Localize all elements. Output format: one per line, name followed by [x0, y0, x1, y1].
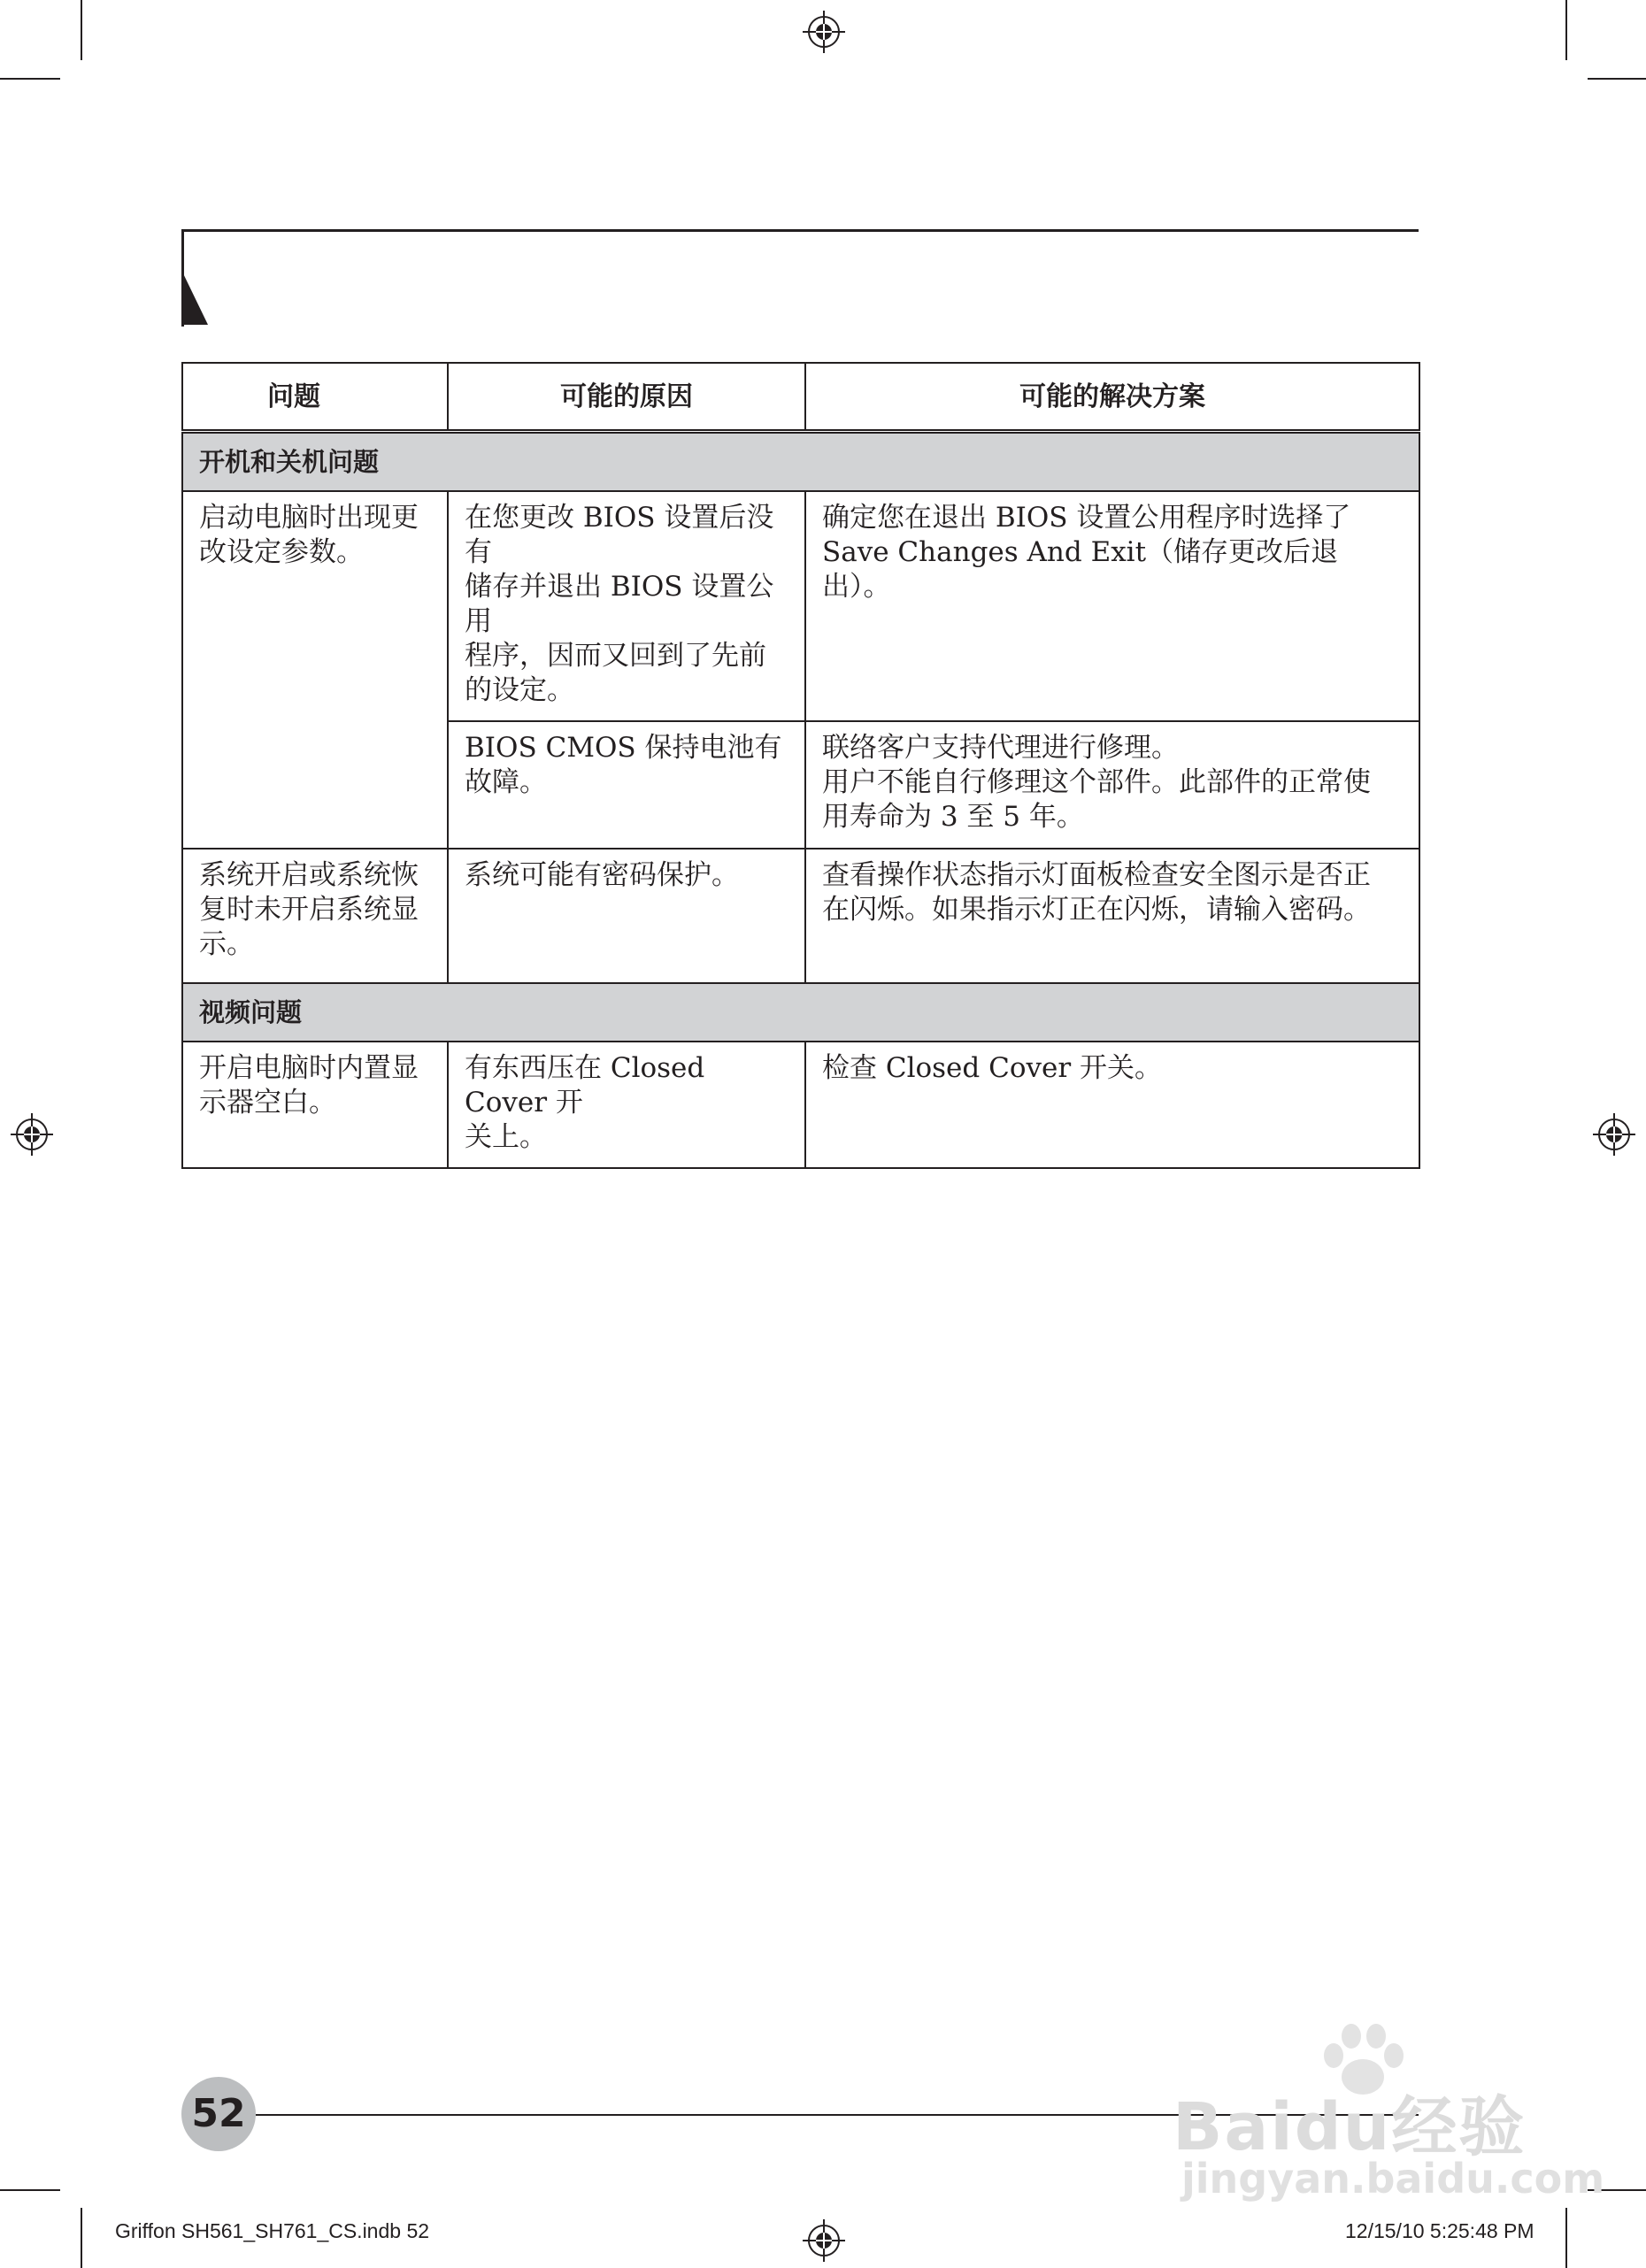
header-wedge — [181, 270, 208, 325]
registration-mark-icon — [1593, 1113, 1635, 1156]
column-header-problem: 问题 — [182, 363, 448, 432]
cell-text: Save Changes And Exit（储存更改后退出）。 — [822, 536, 1339, 603]
section-title: 视频问题 — [182, 983, 1419, 1042]
table-row — [182, 491, 1419, 721]
solution-cell — [805, 721, 1419, 849]
crop-mark — [81, 0, 82, 60]
cell-text: 系统开启或系统恢 — [199, 859, 419, 891]
table-row — [182, 849, 1419, 983]
crop-mark — [81, 2208, 82, 2268]
watermark-url: jingyan.baidu.com — [1181, 2155, 1605, 2203]
column-header-cause: 可能的原因 — [448, 363, 805, 432]
slug-datetime: 12/15/10 5:25:48 PM — [1345, 2219, 1534, 2242]
cell-text: BIOS CMOS 保持电池有 — [465, 732, 782, 764]
cell-text: 储存并退出 BIOS 设置公用 — [465, 571, 774, 637]
cause-cell — [448, 1042, 805, 1168]
cell-text: 检查 Closed Cover 开关。 — [822, 1052, 1163, 1084]
cell-text: 示。 — [199, 928, 254, 960]
cell-text: 在闪烁。如果指示灯正在闪烁，请输入密码。 — [822, 894, 1371, 926]
section-row — [182, 432, 1419, 492]
cell-text: 改设定参数。 — [199, 536, 364, 568]
crop-mark — [0, 78, 60, 80]
registration-mark-icon — [803, 2219, 845, 2262]
section-row — [182, 983, 1419, 1042]
table-header-row — [182, 363, 1419, 432]
cell-text: 启动电脑时出现更 — [199, 502, 419, 534]
registration-mark-icon — [803, 11, 845, 53]
column-header-solution: 可能的解决方案 — [805, 363, 1419, 432]
crop-mark — [0, 2189, 60, 2191]
solution-cell — [805, 491, 1419, 721]
watermark-brand: Baidu经验 — [1173, 2089, 1527, 2165]
cell-text: 用寿命为 3 至 5 年。 — [822, 801, 1084, 833]
crop-mark — [1565, 2208, 1567, 2268]
cell-text: 关上。 — [465, 1121, 547, 1153]
cell-text: 系统可能有密码保护。 — [465, 859, 739, 891]
problem-cell — [182, 1042, 448, 1168]
cause-cell — [448, 721, 805, 849]
solution-cell — [805, 1042, 1419, 1168]
solution-cell — [805, 849, 1419, 983]
cause-cell — [448, 849, 805, 983]
cell-text: 程序，因而又回到了先前 — [465, 640, 766, 672]
cell-text: 联络客户支持代理进行修理。 — [822, 732, 1179, 764]
watermark — [1155, 2022, 1605, 2203]
page-number: 52 — [181, 2077, 256, 2151]
problem-cell — [182, 849, 448, 983]
cell-text: 确定您在退出 BIOS 设置公用程序时选择了 — [822, 502, 1351, 534]
cell-text: 查看操作状态指示灯面板检查安全图示是否正 — [822, 859, 1371, 891]
cell-text: 有东西压在 Closed Cover 开 — [465, 1052, 705, 1119]
crop-mark — [1588, 78, 1646, 80]
problem-cell — [182, 491, 448, 849]
slug-file: Griffon SH561_SH761_CS.indb 52 — [115, 2219, 430, 2242]
cell-text: 示器空白。 — [199, 1087, 336, 1119]
cell-text: 在您更改 BIOS 设置后没有 — [465, 502, 774, 568]
cause-cell — [448, 491, 805, 721]
registration-mark-icon — [11, 1113, 53, 1156]
crop-mark — [1565, 0, 1567, 60]
troubleshooting-table — [181, 362, 1420, 1169]
header-rule — [181, 229, 1419, 232]
cell-text: 故障。 — [465, 766, 547, 798]
cell-text: 复时未开启系统显 — [199, 894, 419, 926]
table-row — [182, 1042, 1419, 1168]
cell-text: 用户不能自行修理这个部件。此部件的正常使 — [822, 766, 1371, 798]
section-title: 开机和关机问题 — [182, 432, 1419, 492]
cell-text: 开启电脑时内置显 — [199, 1052, 419, 1084]
cell-text: 的设定。 — [465, 674, 574, 706]
